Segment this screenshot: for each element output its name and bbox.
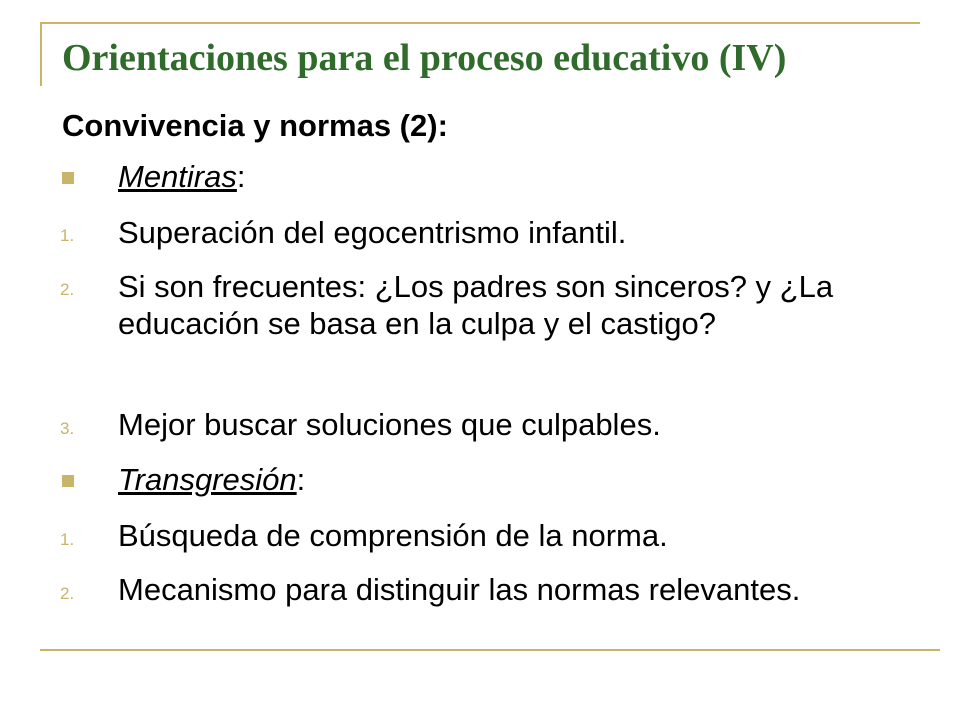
list-number: 3.: [60, 419, 75, 438]
list-item: Mecanismo para distinguir las normas relevantes.: [118, 572, 801, 607]
bullet-square-icon: [62, 475, 74, 487]
list-item: Si son frecuentes: ¿Los padres son sinceros? y ¿La educación se basa en la culpa y el castigo?: [118, 269, 834, 341]
list-item: Superación del egocentrismo infantil.: [118, 215, 627, 250]
list-item: Mejor buscar soluciones que culpables.: [118, 407, 661, 442]
bottom-rule: [40, 649, 940, 651]
list-item: Búsqueda de comprensión de la norma.: [118, 518, 668, 553]
left-rule: [40, 22, 42, 86]
list-number: 2.: [60, 584, 75, 603]
slide-title: Orientaciones para el proceso educativo (IV): [62, 37, 787, 79]
slide-subtitle: Convivencia y normas (2):: [62, 108, 448, 143]
section-heading-suffix: :: [296, 462, 306, 497]
section-heading-mentiras: [118, 158, 908, 195]
section-heading-transgresion: [118, 461, 908, 498]
list-number: 1.: [60, 226, 75, 245]
list-number: 1.: [60, 530, 75, 549]
section-heading-label: Mentiras: [118, 159, 237, 194]
list-number: 2.: [60, 280, 75, 299]
section-heading-label: Transgresión: [118, 462, 297, 497]
bullet-square-icon: [62, 172, 74, 184]
section-heading-suffix: :: [236, 159, 246, 194]
top-rule: [40, 22, 920, 24]
